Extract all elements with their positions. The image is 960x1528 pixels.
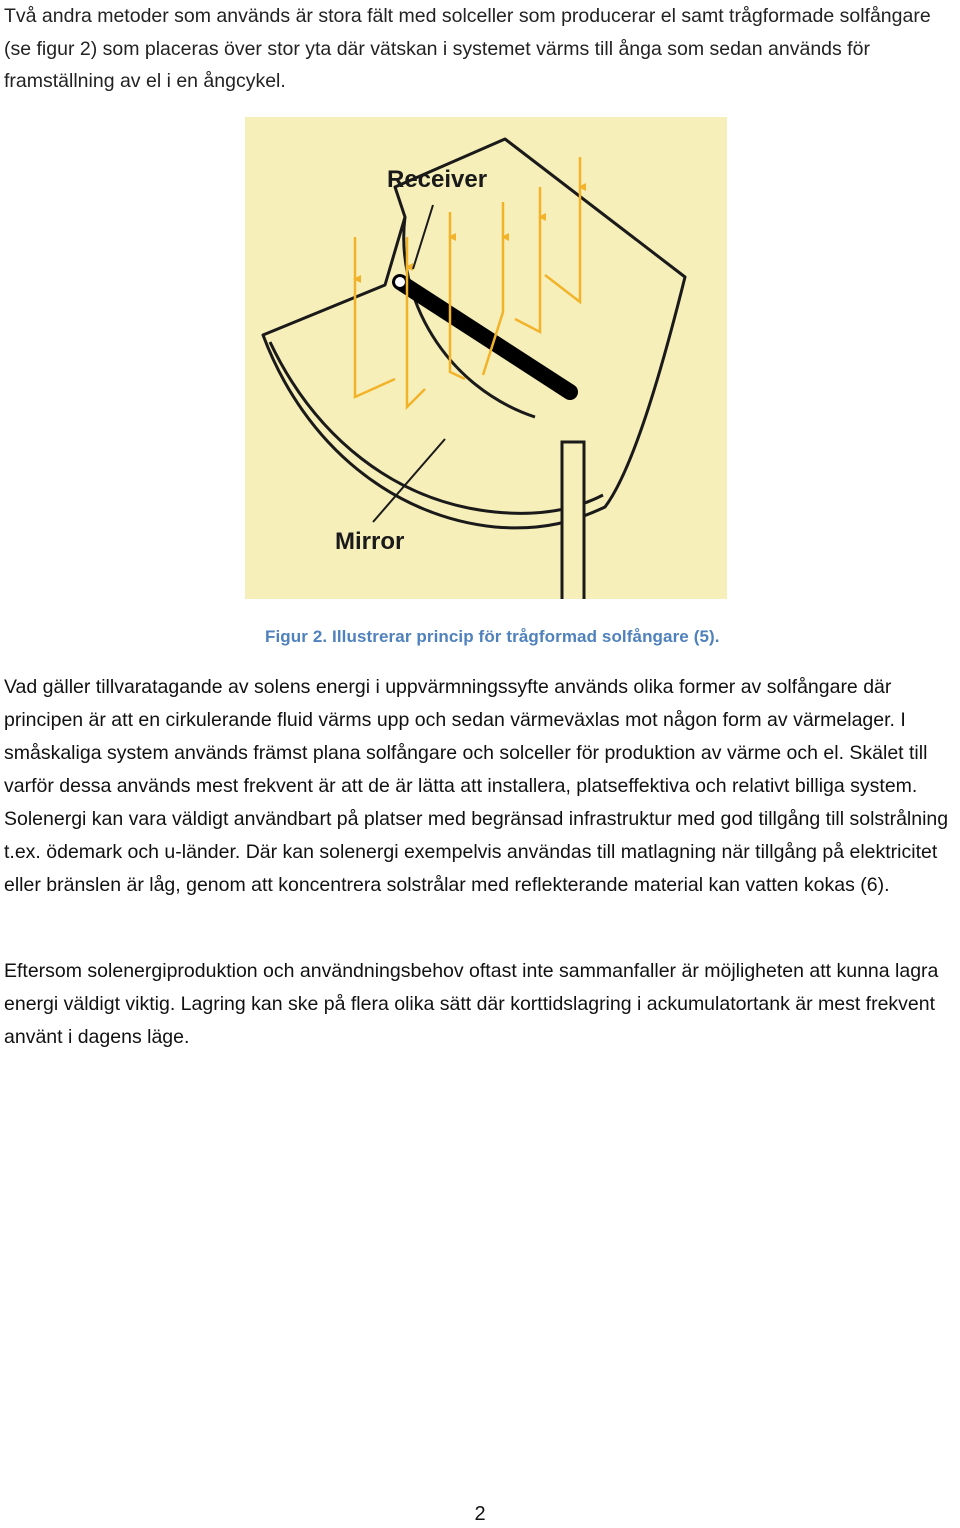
support-post: [562, 442, 584, 599]
page-number: 2: [474, 1503, 486, 1525]
intro-paragraph: Två andra metoder som används är stora fält med solceller som producerar el samt trågformade solfångare (se figur 2) som placeras över stor yta där vätskan i systemet värms till ånga som sedan används för framställning av el i en ångcykel.: [4, 5, 931, 92]
trough-diagram: [245, 117, 727, 599]
figure-parabolic-trough: [245, 117, 727, 599]
body-paragraph: Vad gäller tillvaratagande av solens energi i uppvärmningssyfte används olika former av solfångare där principen är att en cirkulerande fluid värms upp och sedan värmeväxlas mot någon form av värmelager. I småskaliga system används främst plana solfångare och solceller för produktion av värme och el. Skälet till varför dessa används mest frekvent är att de är lätta att installera, platseffektiva och relativt billiga system. Solenergi kan vara väldigt användbart på platser med begränsad infrastruktur med god tillgång till solstrålning t.ex. ödemark och u-länder. Där kan solenergi exempelvis användas till matlagning när tillgång på elektricitet eller bränslen är låg, genom att koncentrera solstrålar med reflekterande material kan vatten kokas (6).: [4, 676, 949, 896]
mirror-label: Mirror: [335, 528, 405, 555]
receiver-label: Receiver: [387, 166, 488, 193]
body-paragraph: Eftersom solenergiproduktion och användningsbehov oftast inte sammanfaller är möjligheten att kunna lagra energi väldigt viktig. Lagring kan ske på flera olika sätt där korttidslagring i ackumulatortank är mest frekvent använt i dagens läge.: [4, 960, 939, 1048]
figure-caption: Figur 2. Illustrerar princip för trågformad solfångare (5).: [265, 627, 720, 646]
